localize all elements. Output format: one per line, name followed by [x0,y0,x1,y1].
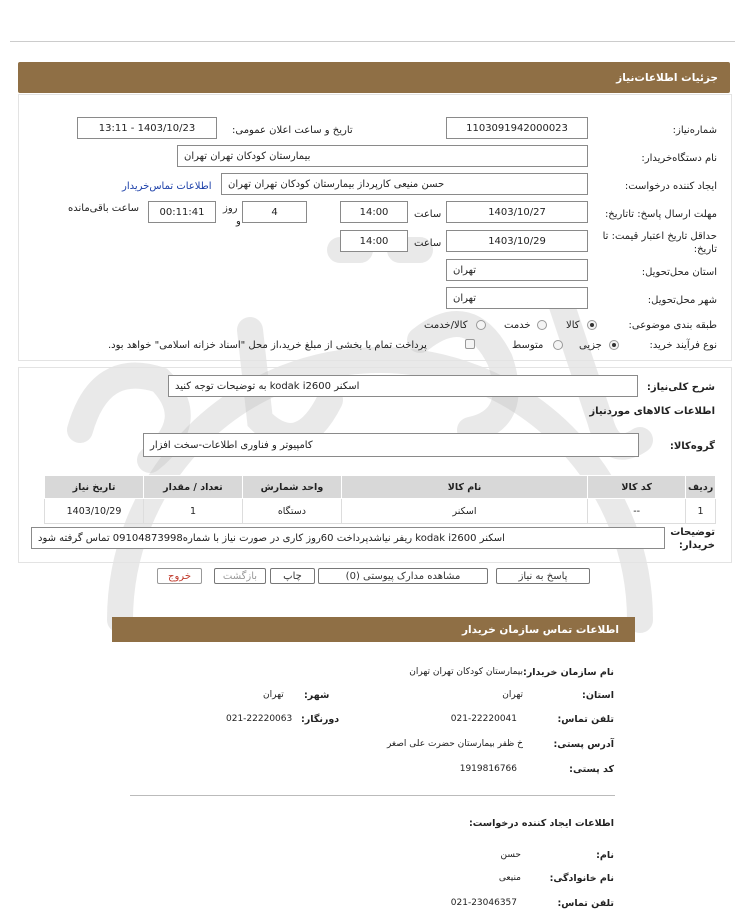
treasury-checkbox-box[interactable] [465,339,475,349]
table-row [45,499,716,524]
buyer-contact-link[interactable]: اطلاعات تماس‌خریدار [122,181,212,192]
creator-phone-label: تلفن تماس: [557,898,614,909]
contact-section-header [112,617,635,642]
buyer-org-field: بیمارستان کودکان تهران تهران [177,145,588,167]
cell-row: 1 [686,499,716,524]
cell-name: اسکنر [341,499,587,524]
radio-goods-service-dot[interactable] [476,320,486,330]
radio-minor[interactable] [609,340,619,353]
category-label: طبقه بندی موضوعی: [628,320,717,331]
treasury-checkbox[interactable] [465,339,475,352]
contact-province-label: استان: [582,690,614,701]
need-number-field: 1103091942000023 [446,117,588,139]
radio-medium[interactable] [553,340,563,353]
min-validity-label-2: تاریخ: [693,244,717,255]
page-title: جزئیات اطلاعات‌نیاز [616,72,718,84]
deadline-time-label: ساعت [414,209,442,220]
col-qty: تعداد / مقدار [144,476,243,499]
goods-table [44,475,716,524]
city-field: تهران [446,287,588,309]
cell-qty: 1 [144,499,243,524]
goods-section-title: اطلاعات کالاهای موردنیاز [589,406,715,417]
contact-phone-value: 021-22220041 [450,714,517,724]
creator-info-title: اطلاعات ایجاد کننده درخواست: [468,818,614,829]
contact-address-label: آدرس پستی: [553,739,614,750]
and-label: و [236,216,241,227]
deadline-label: مهلت ارسال پاسخ: تاتاریخ: [604,209,717,220]
days-remaining-field: 4 [242,201,307,223]
summary-label: شرح کلی‌نیاز: [646,382,715,393]
radio-service-dot[interactable] [537,320,547,330]
province-field: تهران [446,259,588,281]
exit-button[interactable]: خروج [157,568,202,584]
creator-family-label: نام خانوادگی: [549,873,614,884]
buyer-org-label: نام دستگاه‌خریدار: [641,153,717,164]
announce-datetime-field: 1403/10/23 - 13:11 [77,117,217,139]
province-label: استان محل‌تحویل: [641,267,717,278]
col-row: ردیف [686,476,716,499]
radio-service-label: خدمت [504,320,531,331]
announce-datetime-label: تاریخ و ساعت اعلان عمومی: [232,125,353,136]
time-remaining-label: ساعت باقی‌مانده [68,203,140,214]
contact-org-value: بیمارستان کودکان تهران تهران [409,667,523,677]
contact-postal-value: 1919816766 [459,764,517,774]
validity-date-field: 1403/10/29 [446,230,588,252]
radio-goods-dot[interactable] [587,320,597,330]
radio-medium-label: متوسط [512,340,544,351]
radio-goods[interactable] [587,320,597,333]
process-label: نوع فرآیند خرید: [649,340,717,351]
contact-fax-label: دورنگار: [301,714,340,725]
validity-time-field: 14:00 [340,230,408,252]
buyer-notes-label: توضیحات [670,527,715,538]
contact-province-value: تهران [502,690,523,700]
cell-code: -- [588,499,686,524]
min-validity-label: حداقل تاریخ اعتبار قیمت: تا [602,231,717,242]
goods-table-header [45,476,716,499]
cell-date: 1403/10/29 [45,499,144,524]
creator-field: حسن منیعی کارپرداز بیمارستان کودکان تهران تهران [221,173,588,195]
contact-fax-value: 021-22220063 [226,714,293,724]
creator-name-label: نام: [596,850,614,861]
city-label: شهر محل‌تحویل: [647,295,717,306]
contact-divider [130,795,615,796]
buyer-notes-label-2: خریدار: [678,540,715,551]
contact-city-value: تهران [263,690,284,700]
radio-medium-dot[interactable] [553,340,563,350]
contact-address-value: خ ظفر بیمارستان حضرت علی اصغر [386,739,523,749]
page-header [18,62,730,93]
creator-family-value: منیعی [498,873,521,883]
creator-name-value: حسن [500,850,521,860]
col-unit: واحد شمارش [242,476,341,499]
creator-label: ایجاد کننده درخواست: [624,181,717,192]
creator-phone-value: 021-23046357 [450,898,517,908]
view-docs-button[interactable]: مشاهده مدارک پیوستی (0) [318,568,488,584]
back-button[interactable]: بازگشت [214,568,266,584]
deadline-time-field: 14:00 [340,201,408,223]
contact-phone-label: تلفن تماس: [557,714,614,725]
time-remaining-field: 00:11:41 [148,201,216,223]
radio-goods-service-label: کالا/خدمت [424,320,468,331]
treasury-note: پرداخت تمام یا بخشی از مبلغ خرید،از محل "اسناد خزانه اسلامی" خواهد بود. [108,340,427,351]
col-date: تاریخ نیاز [45,476,144,499]
buyer-notes-field: اسکنر kodak i2600 ریفر نیاشدپرداخت 60روز کاری در صورت نیاز با شماره09104873998 تماس گرفته شود [31,527,665,549]
contact-org-label: نام سازمان خریدار: [523,667,614,678]
reply-button[interactable]: پاسخ به نیاز [496,568,590,584]
top-divider [10,41,735,42]
need-number-label: شماره‌نیاز: [672,125,717,136]
radio-minor-dot[interactable] [609,340,619,350]
goods-group-field: کامپیوتر و فناوری اطلاعات-سخت افزار [143,433,639,457]
summary-field: اسکنر kodak i2600 به توضیحات توجه کنید [168,375,638,397]
radio-goods-service[interactable] [476,320,486,333]
contact-section-title: اطلاعات تماس سازمان خریدار [462,624,619,636]
goods-group-label: گروه‌کالا: [669,441,715,452]
print-button[interactable]: چاپ [270,568,315,584]
contact-city-label: شهر: [304,690,330,701]
radio-goods-label: کالا [566,320,580,331]
radio-minor-label: جزیی [579,340,602,351]
col-code: کد کالا [588,476,686,499]
deadline-date-field: 1403/10/27 [446,201,588,223]
cell-unit: دستگاه [242,499,341,524]
radio-service[interactable] [537,320,547,333]
validity-time-label: ساعت [414,238,442,249]
contact-postal-label: کد پستی: [569,764,614,775]
col-name: نام کالا [341,476,587,499]
days-label: روز [223,203,238,214]
